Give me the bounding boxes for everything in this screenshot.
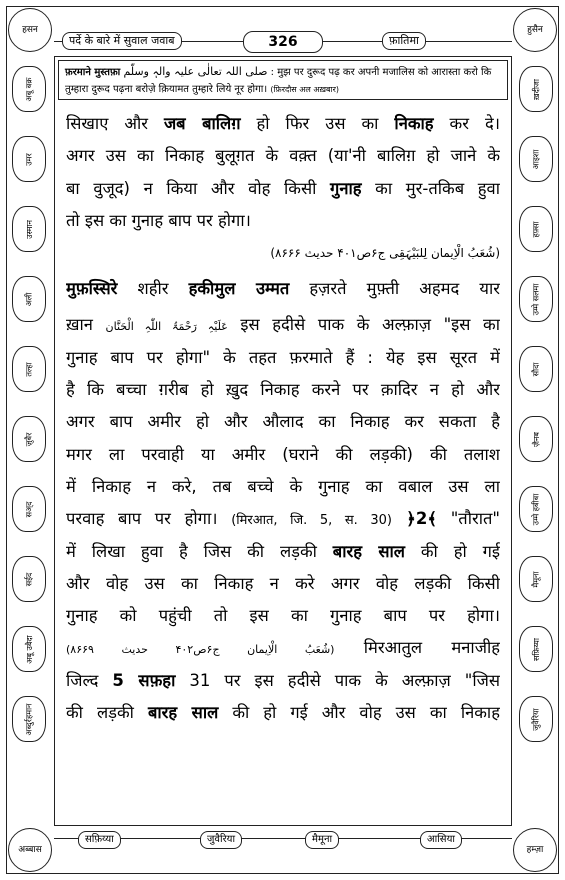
- running-header-title: पर्दे के बारे में सुवाल जवाब: [62, 32, 182, 50]
- text-line: बा वुजूद) न किया और वोह किसी गुनाह का मुर-तकिब हुवा: [66, 178, 500, 198]
- hadith-reference: (شُعَبُ الْاِیمان ج۶ص۴۰۲ حدیث ۸۶۶۹): [66, 643, 335, 657]
- side-medallion-right: उम्मे हबीबा: [519, 486, 553, 532]
- text-line: है कि बच्चा ग़रीब हो ख़ुद निकाह करने पर क़ादिर न हो और: [66, 380, 500, 400]
- text-line: और वोह उस का निकाह न करे अगर वोह लड़की किसी: [66, 573, 500, 593]
- side-medallion-right: जुवैरिया: [519, 696, 553, 742]
- text-line: में निकाह न करे, तब बच्चे के गुनाह का वबाल उस ला: [66, 476, 500, 496]
- durood-notice-box: [58, 60, 508, 100]
- text-line: गुनाह बाप पर होगा" के तहत फ़रमाते हैं : येह इस सूरत में: [66, 347, 500, 367]
- running-header-name: फ़ातिमा: [382, 32, 426, 50]
- side-medallion-left: उस्मान: [12, 206, 46, 252]
- text-line: की लड़की बारह साल की हो गई और वोह उस का निकाह: [66, 703, 500, 723]
- corner-medallion-bottom-left: [8, 828, 52, 872]
- side-medallion-left: अबू बक्र: [12, 66, 46, 112]
- hadith-reference: (شُعَبُ الْاِیمان لِلبَیْہَقِی ج۶ص۴۰۱ حدیث ۸۶۶۶): [270, 246, 500, 261]
- side-medallion-left: तल्हा: [12, 346, 46, 392]
- side-medallion-right: सफ़िय्या: [519, 626, 553, 672]
- side-medallion-left: उमर: [12, 136, 46, 182]
- text-line: अगर उस का निकाह बुलूग़त के वक़्त (या'नी बालिग़ हो जाने के: [66, 146, 500, 166]
- side-medallion-right: मैमूना: [519, 556, 553, 602]
- text-line: मगर ला परवाही या अमीर (घराने की लड़की) की तलाश: [66, 444, 500, 464]
- side-medallion-left: अब्दुर्रहमान: [12, 696, 46, 742]
- notice-arabic: صلی اللہ تعالٰی علیہ والہٖ وسلّم: [123, 65, 268, 78]
- corner-medallion-bottom-right: [513, 828, 557, 872]
- side-medallion-right: हफ़्सा: [519, 206, 553, 252]
- side-medallion-right: सौदा: [519, 346, 553, 392]
- page-body: [66, 108, 500, 729]
- corner-label: अब्बास: [18, 845, 42, 855]
- side-medallion-left: ज़ुबैर: [12, 416, 46, 462]
- corner-label: हसन: [22, 25, 38, 35]
- side-medallion-left: सअ्द: [12, 486, 46, 532]
- side-medallion-left: अली: [12, 276, 46, 322]
- footer-label: आसिया: [420, 831, 462, 849]
- text-line: अगर बाप अमीर हो और औलाद का निकाह कर सकता है: [66, 412, 500, 432]
- footer-label: सफ़िय्या: [78, 831, 121, 849]
- side-medallion-right: ज़ैनब: [519, 416, 553, 462]
- side-medallion-left: अबू उबैदा: [12, 626, 46, 672]
- text-line: (شُعَبُ الْاِیمان ج۶ص۴۰۲ حدیث ۸۶۶۹) मिरआतुल मनाजीह: [66, 638, 500, 658]
- text-line: सिखाए और जब बालिग़ हो फिर उस का निकाह कर दे।: [66, 114, 500, 133]
- notice-label: फ़रमाने मुस्तफ़ा: [65, 67, 121, 78]
- side-medallion-right: आइशा: [519, 136, 553, 182]
- side-medallion-right: उम्मे सलमा: [519, 276, 553, 322]
- text-line: गुनाह को पहुंची तो इस का गुनाह बाप पर होगा।: [66, 606, 500, 626]
- text-line: ख़ान عَلَیْہِ رَحْمَۃُ اللّٰہِ الْحَنَّان इस हदीसे पाक के अल्फ़ाज़ "इस का: [66, 315, 500, 335]
- side-medallion-right: ख़दीजा: [519, 66, 553, 112]
- corner-label: हुसैन: [527, 25, 543, 35]
- text-line: में लिखा हुवा है जिस की लड़की बारह साल की हो गई: [66, 541, 500, 561]
- footer-label: मैमूना: [305, 831, 339, 849]
- footer-label: जुवैरिया: [200, 831, 242, 849]
- text-line: तो इस का गुनाह बाप पर होगा।: [66, 210, 251, 230]
- page-number: 326: [243, 31, 323, 53]
- notice-source: (फ़िरदौस अल अख़बार): [270, 85, 340, 94]
- side-medallion-left: सईद: [12, 556, 46, 602]
- corner-medallion-top-right: [513, 8, 557, 52]
- text-line: परवाह बाप पर होगा। (मिरआत, जि. 5, स. 30) ﴿2﴾ "तौरात": [66, 509, 500, 529]
- corner-medallion-top-left: [8, 8, 52, 52]
- corner-label: हम्ज़ा: [526, 845, 544, 855]
- text-line: जिल्द 5 सफ़हा 31 पर इस हदीसे पाक के अल्फ़ाज़ "जिस: [66, 670, 500, 690]
- text-line: मुफ़स्सिरे शहीर हकीमुल उम्मत हज़रते मुफ़्ती अहमद यार: [66, 279, 500, 299]
- notice-text: : मुझ पर दुरूद पढ़ कर अपनी मजालिस को आरास्ता करो कि तुम्हारा दुरूद पढ़ना बरोज़े क़ियामत तुम्हारे लिये नूर होगा।: [65, 67, 492, 95]
